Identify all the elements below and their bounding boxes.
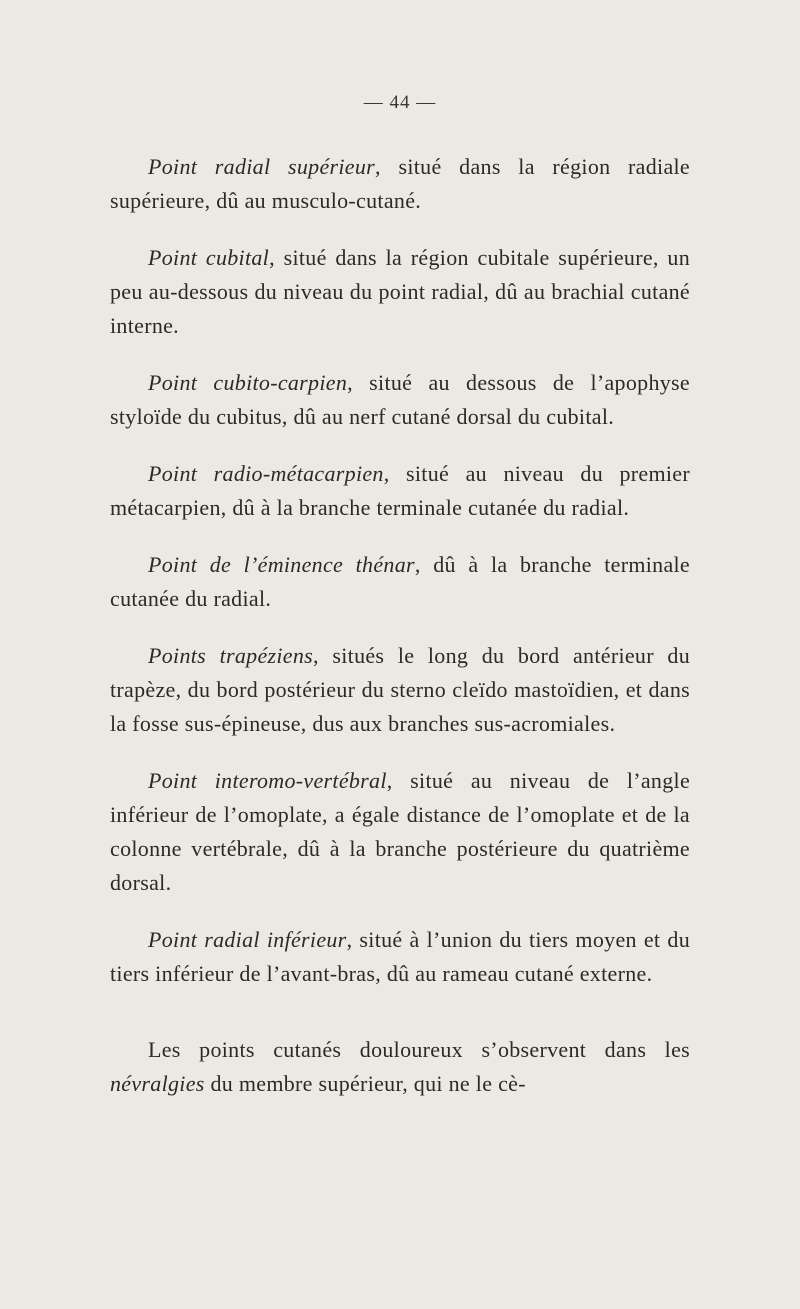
entry-term: Point cubito-carpien — [148, 370, 348, 395]
closing-term: névralgies — [110, 1071, 205, 1096]
entry-term: Points trapéziens — [148, 643, 314, 668]
entry-cubital — [110, 241, 690, 343]
entry-eminence-thenar — [110, 548, 690, 616]
entry-radial-inferieur — [110, 923, 690, 991]
entry-radio-metacarpien — [110, 457, 690, 525]
closing-text-end: du membre supérieur, qui ne le cè- — [204, 1071, 526, 1096]
closing-paragraph — [110, 1033, 690, 1101]
closing-text-start: Les points cutanés douloureux s’observent dans les — [148, 1037, 690, 1062]
entry-term: Point interomo-vertébral — [148, 768, 387, 793]
entry-text: , situé au niveau de l’angle inférieur de l’omoplate, a égale distance de l’omoplate et de la colonne vertébrale, dû à la branche postérieure du quatrième dorsal. — [110, 768, 691, 895]
entry-term: Point cubital — [148, 245, 270, 270]
entry-radial-superieur — [110, 150, 690, 218]
entry-text: , situés le long du bord antérieur du trapèze, du bord postérieur du sterno cleïdo mastoïdien, et dans la fosse sus-épineuse, dus aux branches sus-acromiales. — [110, 643, 691, 736]
entry-term: Point radio-métacarpien — [148, 461, 384, 486]
entry-text: , situé dans la région cubitale supérieure, un peu au-dessous du niveau du point radial, dû au brachial cutané interne. — [110, 245, 690, 338]
entry-text: , situé au dessous de l’apophyse styloïde du cubitus, dû au nerf cutané dorsal du cubital. — [110, 370, 690, 429]
entry-term: Point de l’éminence thénar — [148, 552, 415, 577]
entry-cubito-carpien — [110, 366, 690, 434]
entry-term: Point radial supérieur — [148, 154, 376, 179]
entry-text: , situé dans la région radiale supérieure, dû au musculo-cutané. — [110, 154, 690, 213]
entry-term: Point radial inférieur — [148, 927, 347, 952]
entry-text: , situé au niveau du premier métacarpien, dû à la branche terminale cutanée du radial. — [110, 461, 690, 520]
page-number: — 44 — — [363, 92, 437, 113]
entry-interomo-vertebral — [110, 764, 690, 900]
entry-text: , dû à la branche terminale cutanée du radial. — [110, 552, 690, 611]
entry-trapeziens — [110, 639, 690, 741]
entry-text: , situé à l’union du tiers moyen et du tiers inférieur de l’avant-bras, dû au rameau cutané externe. — [110, 927, 690, 986]
